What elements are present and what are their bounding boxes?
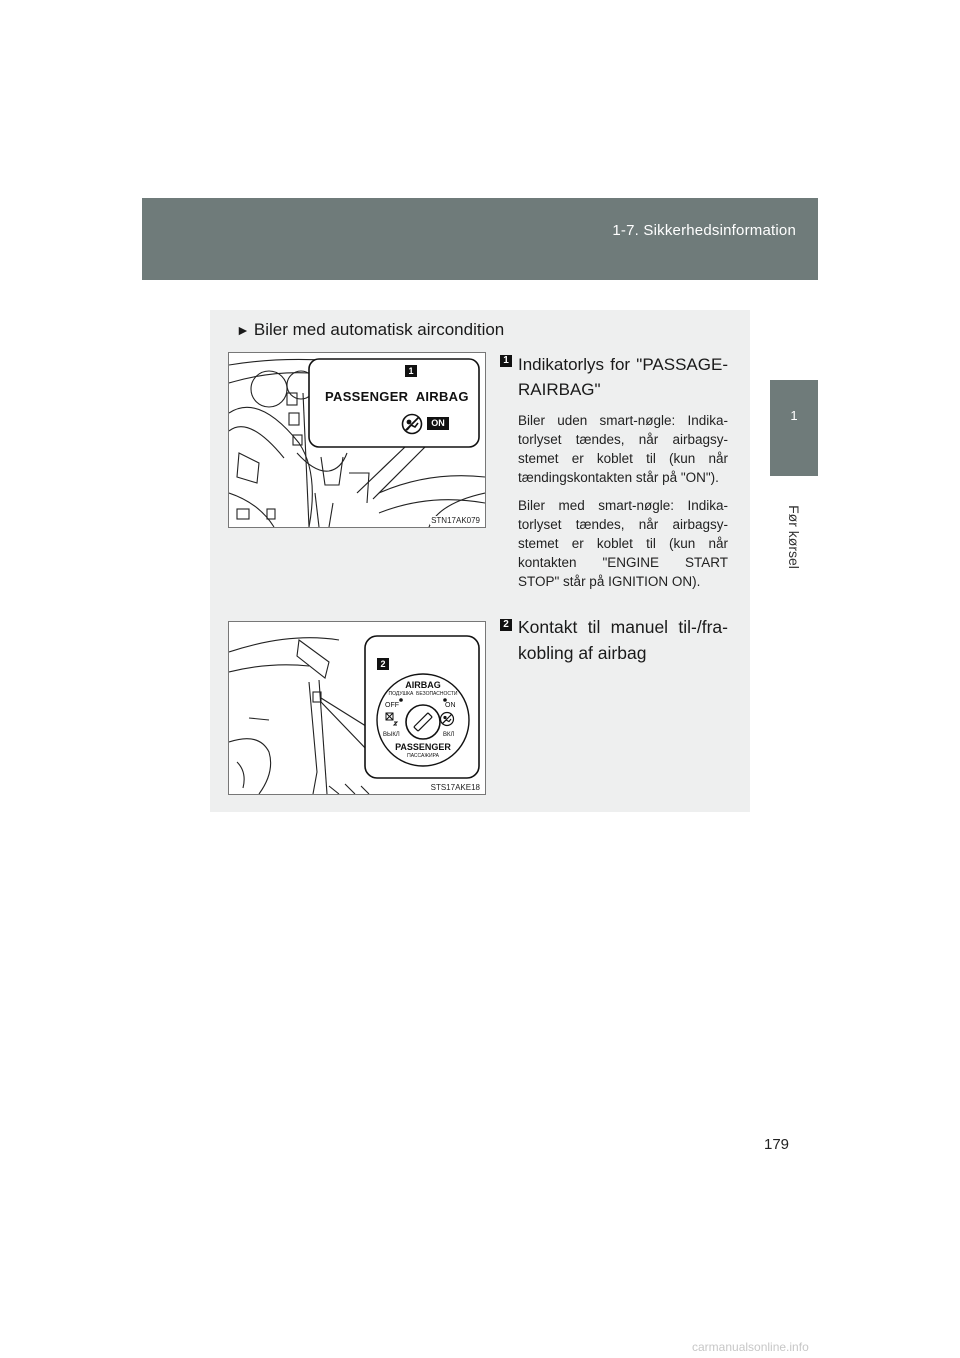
item-airbag-manual-switch [500, 614, 728, 666]
airbag-on-symbol-icon [439, 711, 455, 727]
airbag-off-icon [401, 413, 423, 435]
item-paragraph: Biler uden smart-nøgle: Indika-torlyset tændes, når airbagsy-stemet er koblet til (kun når tændingskontakten står på "ON"). [518, 413, 728, 485]
section-heading [236, 320, 504, 340]
figure-callout-1: 1 [408, 366, 414, 376]
chapter-tab [770, 380, 818, 476]
chapter-label-text: Før kørsel [786, 505, 802, 569]
item-paragraph: Biler med smart-nøgle: Indika-torlyset tændes, når airbagsy-stemet er koblet til (kun når kontakten "ENGINE START STOP" står på IGNITION ON). [518, 498, 728, 589]
item-passenger-airbag-indicator [500, 352, 728, 591]
switch-bottom-label: PASSENGER [395, 742, 451, 752]
figure-code: STN17AK079 [431, 516, 480, 525]
figure-airbag-manual-switch [228, 621, 486, 795]
switch-bottom-sublabel: ПАССАЖИРА [407, 753, 439, 759]
item-title: Indikatorlys for "PASSAGE-RAIRBAG" [518, 355, 728, 399]
dashboard-illustration [229, 353, 485, 527]
chapter-label [774, 492, 814, 582]
figure-code: STS17AKE18 [430, 783, 480, 792]
indicator-panel-text: PASSENGER AIRBAG [325, 389, 469, 404]
item-number-badge: 1 [500, 355, 512, 367]
switch-on-label: ON [445, 702, 456, 709]
airbag-off-symbol-icon [385, 712, 399, 726]
figure-callout-2: 2 [380, 659, 386, 669]
item-number-badge: 2 [500, 619, 512, 631]
on-badge: ON [427, 417, 449, 430]
chapter-number: 1 [790, 408, 798, 423]
switch-off-sublabel: ВЫКЛ [383, 732, 400, 738]
figure-passenger-airbag-indicator [228, 352, 486, 528]
item-title: Kontakt til manuel til-/fra-kobling af airbag [518, 617, 728, 663]
switch-on-sublabel: ВКЛ [443, 732, 455, 738]
section-heading-text: Biler med automatisk aircondition [253, 320, 505, 339]
page-number: 179 [764, 1136, 790, 1153]
switch-top-label: AIRBAG [405, 680, 441, 690]
header-bar [142, 198, 818, 280]
watermark: carmanualsonline.info [692, 1340, 809, 1354]
triangle-marker-icon: ► [236, 322, 250, 338]
section-title: 1-7. Sikkerhedsinformation [612, 222, 796, 239]
switch-top-sublabel: ПОДУШКА БЕЗОПАСНОСТИ [388, 691, 458, 697]
switch-off-label: OFF [385, 702, 399, 709]
